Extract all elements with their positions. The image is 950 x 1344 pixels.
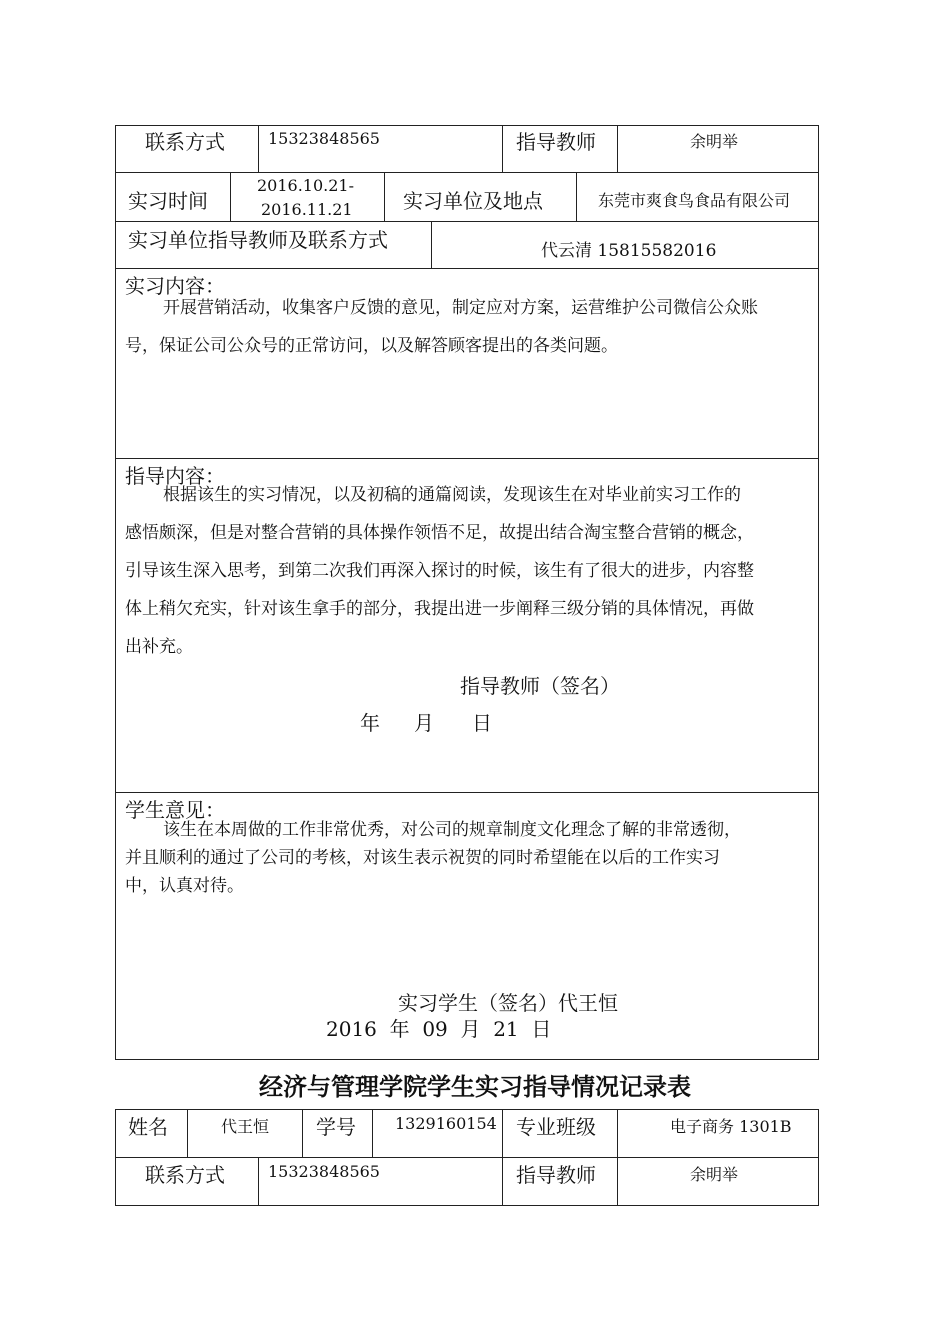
teacher-value-2: 余明举	[690, 1165, 739, 1184]
teacher-value: 余明举	[690, 132, 739, 151]
student-opinion-line: 并且顺利的通过了公司的考核，对该生表示祝贺的同时希望能在以后的工作实习	[125, 848, 720, 868]
unit-teacher-value: 代云清 15815582016	[541, 241, 717, 261]
name-value: 代王恒	[221, 1117, 270, 1136]
teacher-signature-label: 指导教师（签名）	[460, 674, 620, 698]
contact-value-2: 15323848565	[268, 1162, 380, 1181]
student-opinion-text	[125, 816, 815, 900]
student-signature: 实习学生（签名）代王恒	[398, 991, 618, 1015]
student-opinion-line: 中，认真对待。	[125, 876, 244, 896]
student-signature-date: 2016 年 09 月 21 日	[326, 1017, 552, 1041]
student-id-label: 学号	[316, 1115, 356, 1139]
contact-label: 联系方式	[145, 130, 225, 154]
major-label: 专业班级	[516, 1115, 596, 1139]
name-label: 姓名	[128, 1115, 168, 1139]
teacher-label-2: 指导教师	[516, 1163, 596, 1187]
period-end: 2016.11.21	[261, 200, 353, 219]
content-label: 实习内容：	[125, 274, 225, 298]
content-text	[125, 289, 815, 365]
content-line: 号，保证公司公众号的正常访问，以及解答顾客提出的各类问题。	[125, 336, 618, 356]
date-year-label: 年	[360, 711, 380, 735]
student-opinion-label: 学生意见：	[125, 798, 225, 822]
contact-label-2: 联系方式	[145, 1163, 225, 1187]
period-label: 实习时间	[128, 189, 208, 213]
date-month-label: 月	[414, 711, 434, 735]
guidance-line: 根据该生的实习情况，以及初稿的通篇阅读，发现该生在对毕业前实习工作的	[163, 485, 741, 505]
guidance-line: 体上稍欠充实，针对该生拿手的部分，我提出进一步阐释三级分销的具体情况，再做	[125, 599, 754, 619]
unit-teacher-label: 实习单位指导教师及联系方式	[128, 228, 388, 252]
major-value: 电子商务 1301B	[670, 1117, 792, 1136]
student-opinion-line: 该生在本周做的工作非常优秀，对公司的规章制度文化理念了解的非常透彻，	[163, 820, 741, 840]
guidance-line: 引导该生深入思考，到第二次我们再深入探讨的时候，该生有了很大的进步，内容整	[125, 561, 754, 581]
content-line: 开展营销活动，收集客户反馈的意见，制定应对方案，运营维护公司微信公众账	[163, 298, 758, 318]
period-start: 2016.10.21-	[257, 176, 355, 195]
guidance-line: 感悟颇深，但是对整合营销的具体操作领悟不足，故提出结合淘宝整合营销的概念，	[125, 523, 754, 543]
date-day-label: 日	[472, 711, 492, 735]
unit-label: 实习单位及地点	[403, 189, 543, 213]
guidance-line: 出补充。	[125, 637, 193, 657]
form-title: 经济与管理学院学生实习指导情况记录表	[259, 1072, 691, 1101]
contact-value: 15323848565	[268, 129, 380, 148]
student-id-value: 1329160154	[395, 1114, 497, 1133]
guidance-text	[125, 476, 815, 666]
unit-value: 东莞市爽食鸟食品有限公司	[598, 191, 791, 210]
guidance-label: 指导内容：	[125, 464, 225, 488]
teacher-label: 指导教师	[516, 130, 596, 154]
